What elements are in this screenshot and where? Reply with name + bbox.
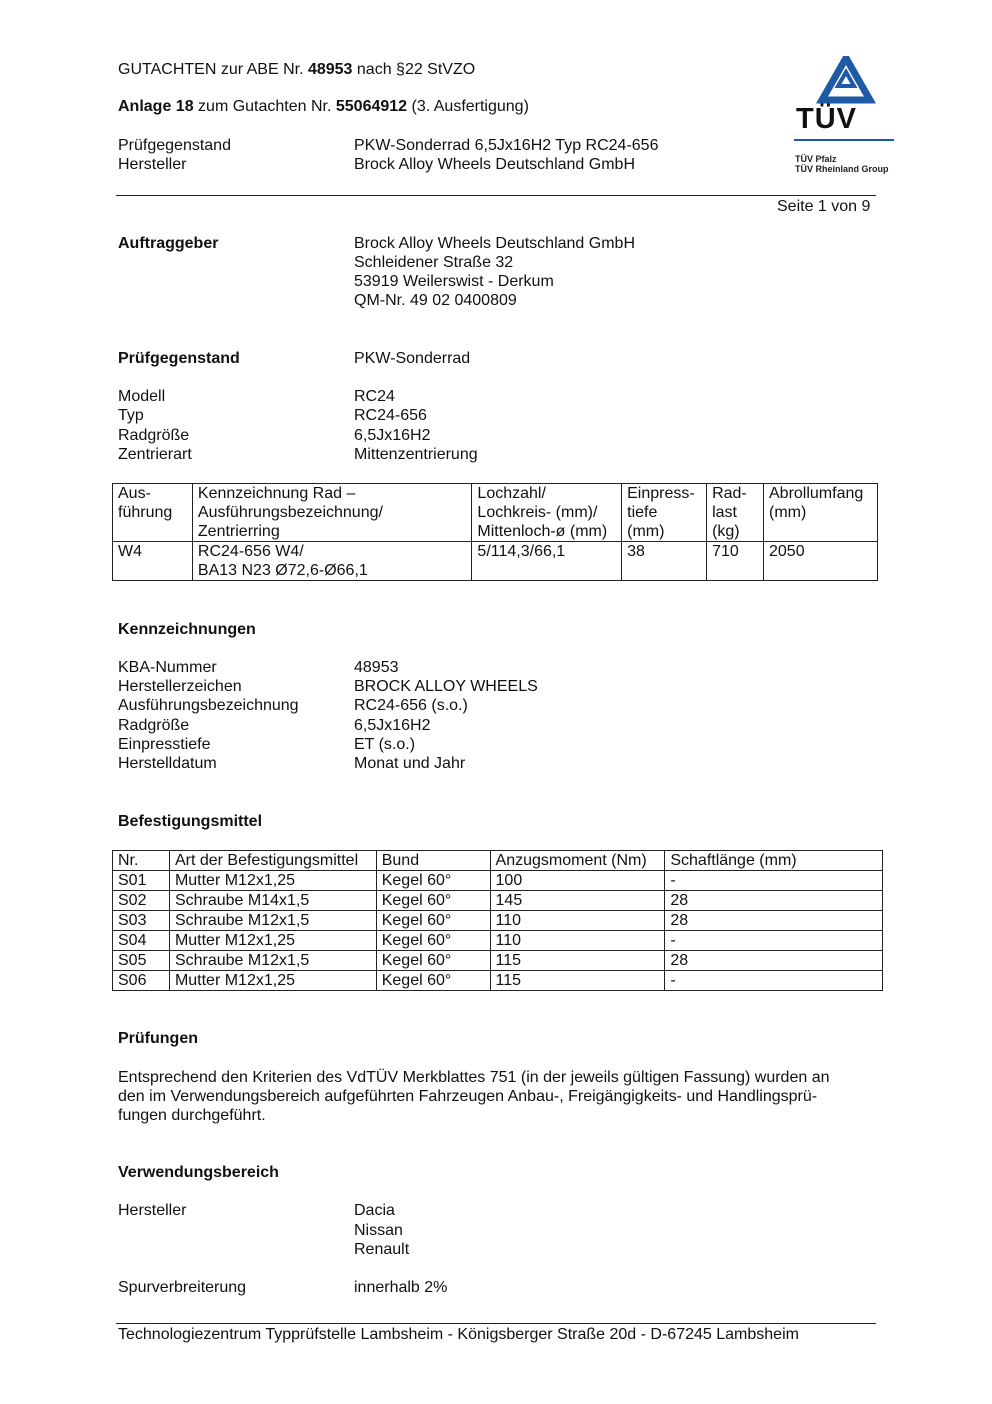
table-cell: S03	[113, 911, 170, 931]
auftraggeber-line: Brock Alloy Wheels Deutschland GmbH	[354, 235, 635, 252]
pruefungen-line: Entsprechend den Kriterien des VdTÜV Merkblattes 751 (in der jeweils gültigen Fassung) wurden an	[118, 1069, 830, 1086]
footer-divider	[116, 1323, 876, 1324]
table-cell: 115	[490, 971, 665, 991]
kennzeichnungen-heading: Kennzeichnungen	[118, 621, 256, 638]
table-cell: RC24-656 W4/ BA13 N23 Ø72,6-Ø66,1	[192, 542, 472, 581]
pruefungen-line: fungen durchgeführt.	[118, 1107, 266, 1124]
table-cell: Kegel 60°	[376, 911, 490, 931]
table-cell: S04	[113, 931, 170, 951]
spec-label: Zentrierart	[118, 446, 192, 463]
auftraggeber-heading: Auftraggeber	[118, 235, 219, 252]
mark-value: 48953	[354, 659, 399, 676]
abe-number: 48953	[307, 61, 353, 78]
header-cell: Nr.	[113, 851, 170, 871]
spec-value: RC24	[354, 388, 395, 405]
table-row	[113, 931, 883, 951]
table-cell: Mutter M12x1,25	[169, 971, 376, 991]
header-divider	[116, 195, 876, 196]
table-cell: S06	[113, 971, 170, 991]
table-row	[113, 911, 883, 931]
mark-label: Herstellerzeichen	[118, 678, 242, 695]
spec-label: Typ	[118, 407, 144, 424]
table-cell: -	[665, 931, 883, 951]
header-line1-post: nach §22 StVZO	[352, 61, 476, 78]
table-cell: Kegel 60°	[376, 951, 490, 971]
fastener-table	[112, 850, 883, 991]
spur-label: Spurverbreiterung	[118, 1279, 247, 1296]
header-cell: Bund	[376, 851, 490, 871]
verwendung-heading: Verwendungsbereich	[118, 1164, 279, 1181]
table-row	[113, 542, 878, 581]
page-info: Seite 1 von 9	[777, 198, 871, 215]
pruefungen-line: den im Verwendungsbereich aufgeführten Fahrzeugen Anbau-, Freigängigkeits- und Handlingsprü-	[118, 1088, 818, 1105]
table-row	[113, 951, 883, 971]
table-cell: 115	[490, 951, 665, 971]
header-value: PKW-Sonderrad 6,5Jx16H2 Typ RC24-656	[354, 137, 659, 154]
header-cell: Aus- führung	[113, 484, 193, 542]
mark-label: Einpresstiefe	[118, 736, 211, 753]
header-line1-pre: GUTACHTEN zur ABE Nr.	[118, 61, 308, 78]
table-cell: 38	[622, 542, 707, 581]
spec-value: RC24-656	[354, 407, 427, 424]
table-row	[113, 871, 883, 891]
header-line2-post: (3. Ausfertigung)	[407, 98, 529, 115]
table-cell: 710	[707, 542, 764, 581]
spur-value: innerhalb 2%	[354, 1279, 448, 1296]
tuev-logo-sub1: TÜV Pfalz	[795, 154, 837, 164]
header-cell: Kennzeichnung Rad – Ausführungsbezeichnung/ Zentrierring	[192, 484, 472, 542]
header-line2	[118, 97, 529, 116]
tuev-logo	[794, 56, 898, 181]
table-cell: Mutter M12x1,25	[169, 871, 376, 891]
table-cell: S02	[113, 891, 170, 911]
footer-text: Technologiezentrum Typprüfstelle Lambsheim - Königsberger Straße 20d - D-67245 Lambsheim	[118, 1326, 799, 1343]
table-cell: 100	[490, 871, 665, 891]
auftraggeber-line: 53919 Weilerswist - Derkum	[354, 273, 554, 290]
wheel-spec-table	[112, 483, 878, 581]
table-cell: 28	[665, 891, 883, 911]
mark-value: 6,5Jx16H2	[354, 717, 431, 734]
mark-label: KBA-Nummer	[118, 659, 217, 676]
mark-value: RC24-656 (s.o.)	[354, 697, 468, 714]
table-header-row	[113, 484, 878, 542]
mark-value: ET (s.o.)	[354, 736, 416, 753]
header-value: Brock Alloy Wheels Deutschland GmbH	[354, 156, 635, 173]
table-cell: W4	[113, 542, 193, 581]
header-label: Prüfgegenstand	[118, 137, 231, 154]
header-cell: Einpress- tiefe (mm)	[622, 484, 707, 542]
table-cell: 2050	[764, 542, 878, 581]
table-cell: Schraube M14x1,5	[169, 891, 376, 911]
table-cell: Kegel 60°	[376, 931, 490, 951]
table-cell: Kegel 60°	[376, 891, 490, 911]
header-line2-mid: zum Gutachten Nr.	[193, 98, 336, 115]
header-cell: Abrollumfang (mm)	[764, 484, 878, 542]
table-cell: 28	[665, 911, 883, 931]
table-cell: S05	[113, 951, 170, 971]
table-cell: S01	[113, 871, 170, 891]
auftraggeber-line: QM-Nr. 49 02 0400809	[354, 292, 517, 309]
header-cell: Anzugsmoment (Nm)	[490, 851, 665, 871]
pruefgegenstand-heading: Prüfgegenstand	[118, 350, 240, 367]
header-cell: Lochzahl/ Lochkreis- (mm)/ Mittenloch-ø (mm)	[472, 484, 622, 542]
pruefgegenstand-value: PKW-Sonderrad	[354, 350, 471, 367]
header-line1	[118, 60, 475, 79]
table-cell: Kegel 60°	[376, 971, 490, 991]
header-cell: Rad- last (kg)	[707, 484, 764, 542]
tuev-logo-text: TÜV	[796, 103, 857, 135]
spec-value: 6,5Jx16H2	[354, 427, 431, 444]
spec-value: Mittenzentrierung	[354, 446, 478, 463]
tuev-logo-sub2: TÜV Rheinland Group	[795, 164, 889, 174]
header-label: Hersteller	[118, 156, 187, 173]
anlage-label: Anlage 18	[118, 98, 194, 115]
mark-value: BROCK ALLOY WHEELS	[354, 678, 538, 695]
table-cell: 5/114,3/66,1	[472, 542, 622, 581]
mark-value: Monat und Jahr	[354, 755, 466, 772]
verwendung-hersteller-label: Hersteller	[118, 1202, 187, 1219]
table-cell: 110	[490, 911, 665, 931]
table-row	[113, 971, 883, 991]
table-cell: 110	[490, 931, 665, 951]
table-cell: -	[665, 971, 883, 991]
table-cell: 145	[490, 891, 665, 911]
table-header-row	[113, 851, 883, 871]
gutachten-number: 55064912	[335, 98, 408, 115]
verwendung-hersteller-item: Nissan	[354, 1222, 403, 1239]
pruefungen-heading: Prüfungen	[118, 1030, 198, 1047]
verwendung-hersteller-item: Renault	[354, 1241, 410, 1258]
table-cell: Kegel 60°	[376, 871, 490, 891]
spec-label: Modell	[118, 388, 166, 405]
table-cell: Schraube M12x1,5	[169, 951, 376, 971]
auftraggeber-line: Schleidener Straße 32	[354, 254, 514, 271]
table-cell: Mutter M12x1,25	[169, 931, 376, 951]
header-cell: Art der Befestigungsmittel	[169, 851, 376, 871]
verwendung-hersteller-item: Dacia	[354, 1202, 395, 1219]
table-cell: 28	[665, 951, 883, 971]
mark-label: Ausführungsbezeichnung	[118, 697, 299, 714]
header-cell: Schaftlänge (mm)	[665, 851, 883, 871]
mark-label: Radgröße	[118, 717, 190, 734]
table-cell: Schraube M12x1,5	[169, 911, 376, 931]
table-cell: -	[665, 871, 883, 891]
mark-label: Herstelldatum	[118, 755, 217, 772]
befestigung-heading: Befestigungsmittel	[118, 813, 263, 830]
table-row	[113, 891, 883, 911]
spec-label: Radgröße	[118, 427, 190, 444]
